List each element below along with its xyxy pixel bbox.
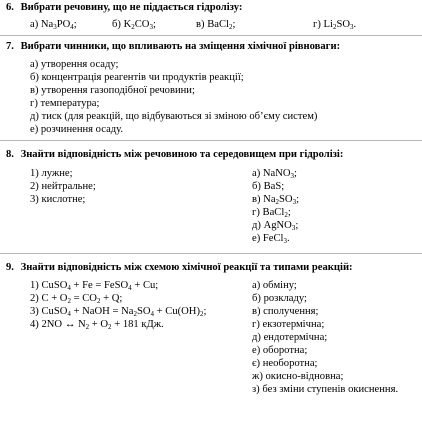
q8-substance-b: [252, 181, 284, 193]
formula-text: 1) CuSO: [30, 280, 68, 291]
subscript: 3: [290, 172, 295, 180]
formula-text: ;: [294, 168, 297, 179]
q9-type-d: г) екзотермічна;: [252, 319, 325, 330]
q7-number: 7.: [6, 41, 14, 52]
formula-text: 3) CuSO: [30, 306, 68, 317]
subscript: 3: [53, 23, 57, 31]
q9-question-text: Знайти відповідність між схемою хімічної реакції та типами реакцій:: [20, 262, 353, 273]
q9-scheme-4: [30, 319, 164, 331]
divider-q8-q9: [0, 253, 422, 254]
subscript: 4: [67, 284, 71, 292]
formula-text: б) BaS;: [252, 181, 285, 192]
divider-q6-q7: [0, 35, 422, 36]
formula-text: SO: [136, 306, 151, 317]
formula-text: а) NaNO: [252, 168, 291, 179]
formula-text: CO: [134, 19, 150, 30]
formula-text: в) Na: [252, 194, 276, 205]
subscript: 3: [292, 198, 297, 206]
q8-question-text: Знайти відповідність між речовиною та середовищем при гідролізі:: [20, 149, 344, 160]
q7-option-e: д) тиск (для реакцій, що відбуваються зі зміною об’єму систем): [30, 111, 318, 122]
q9-scheme-3: [30, 306, 206, 318]
subscript: 2: [332, 23, 337, 31]
q6-option-b: [112, 19, 156, 31]
subscript: 2: [131, 23, 135, 31]
subscript: 4: [150, 310, 154, 318]
formula-text: + NaOH = Na: [70, 306, 134, 317]
q8-substance-c: [252, 194, 299, 206]
subscript: 2: [275, 198, 280, 206]
formula-text: .: [286, 233, 290, 244]
formula-text: SO: [279, 194, 293, 205]
q8-number: 8.: [6, 149, 14, 160]
q9-type-c: в) сполучення;: [252, 306, 319, 317]
q9-type-a: а) обміну;: [252, 280, 297, 291]
subscript: 4: [128, 284, 132, 292]
q9-number: 9.: [6, 262, 14, 273]
formula-text: BaCl: [207, 19, 229, 30]
formula-text: + Q;: [100, 293, 123, 304]
q8-medium-3: 3) кислотне;: [30, 194, 86, 205]
q9-type-g: є) необоротна;: [252, 358, 318, 369]
q8-substance-f: [252, 233, 290, 245]
q9-type-f: е) оборотна;: [252, 345, 308, 356]
q9-type-i: з) без зміни ступенів окиснення.: [252, 384, 399, 395]
q7-option-a: а) утворення осаду;: [30, 59, 119, 70]
formula-text: + Fe = FeSO: [70, 280, 129, 291]
subscript: 3: [291, 224, 296, 232]
q8-medium-1: 1) лужне;: [30, 168, 73, 179]
subscript: 3: [283, 237, 287, 245]
subscript: 2: [228, 23, 233, 31]
formula-text: .: [353, 19, 357, 30]
formula-text: ;: [152, 19, 156, 30]
formula-text: SO: [336, 19, 350, 30]
formula-text: Na: [40, 19, 54, 30]
formula-text: д) AgNO: [252, 220, 292, 231]
subscript: 4: [70, 23, 74, 31]
formula-text: + 181 кДж.: [111, 319, 164, 330]
formula-text: а): [30, 19, 41, 30]
q6-heading: [6, 2, 242, 14]
divider-q7-q8: [0, 140, 422, 141]
subscript: 3: [149, 23, 153, 31]
q9-type-b: б) розкладу;: [252, 293, 307, 304]
formula-text: + Cu(OH): [154, 306, 200, 317]
subscript: 3: [350, 23, 354, 31]
formula-text: ;: [203, 306, 207, 317]
subscript: 4: [67, 310, 71, 318]
q8-substance-d: [252, 207, 291, 219]
formula-text: ;: [295, 220, 299, 231]
q6-option-c: [196, 19, 235, 31]
subscript: 2: [108, 323, 112, 331]
formula-text: ;: [73, 19, 77, 30]
q6-question-text: Вибрати речовину, що не піддається гідролізу:: [20, 2, 243, 13]
q7-option-d: г) температура;: [30, 98, 100, 109]
formula-text: K: [123, 19, 132, 30]
formula-text: = CO: [70, 293, 97, 304]
q7-option-f: е) розчинення осаду.: [30, 124, 124, 135]
q6-option-d: [313, 19, 356, 31]
q8-substance-e: [252, 220, 298, 232]
q8-medium-2: 2) нейтральне;: [30, 181, 96, 192]
formula-text: ;: [232, 19, 236, 30]
formula-text: б): [112, 19, 124, 30]
subscript: 2: [200, 310, 204, 318]
formula-text: ;: [296, 194, 300, 205]
formula-text: г): [313, 19, 324, 30]
q7-question-text: Вибрати чинники, що впливають на зміщення хімічної рівноваги:: [20, 41, 341, 52]
formula-text: г) BaCl: [252, 207, 285, 218]
q7-option-c: в) утворення газоподібної речовини;: [30, 85, 195, 96]
formula-text: е) FeCl: [252, 233, 284, 244]
q6-number: 6.: [6, 2, 14, 13]
q7-option-b: б) концентрація реагентів чи продуктів реакції;: [30, 72, 244, 83]
formula-text: ;: [287, 207, 291, 218]
q6-option-a: [30, 19, 77, 31]
subscript: 2: [85, 323, 90, 331]
formula-text: 2) C + O: [30, 293, 68, 304]
subscript: 2: [67, 297, 71, 305]
q9-heading: [6, 262, 353, 274]
formula-text: PO: [56, 19, 71, 30]
q8-substance-a: [252, 168, 297, 180]
subscript: 2: [133, 310, 137, 318]
formula-text: 4) 2NO ↔ N: [30, 319, 86, 330]
formula-text: в): [196, 19, 208, 30]
q9-scheme-2: [30, 293, 122, 305]
formula-text: + O: [89, 319, 109, 330]
q8-heading: [6, 149, 343, 161]
q9-type-e: д) ендотермічна;: [252, 332, 328, 343]
formula-text: Li: [323, 19, 333, 30]
q9-type-h: ж) окисно-відновна;: [252, 371, 344, 382]
subscript: 2: [96, 297, 101, 305]
q7-heading: [6, 41, 340, 53]
subscript: 2: [284, 211, 288, 219]
q9-scheme-1: [30, 280, 158, 292]
formula-text: + Cu;: [131, 280, 159, 291]
